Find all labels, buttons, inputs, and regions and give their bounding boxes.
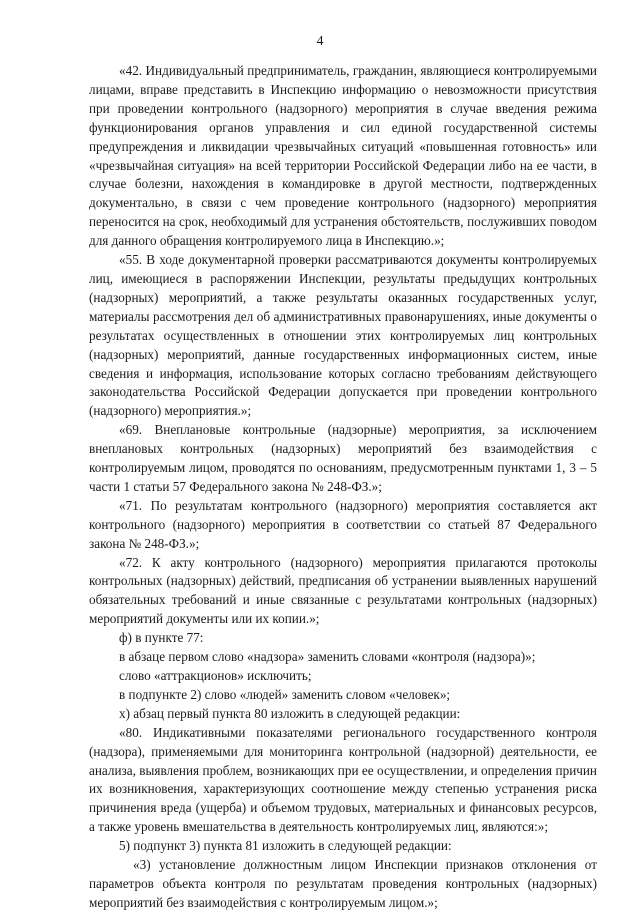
paragraph-55: «55. В ходе документарной проверки рассматриваются документы контролируемых лиц, имеющиеся в распоряжении Инспекции, результаты предыдущих контрольных (надзорных) мероприятий, а также результаты оказанных государственных услуг, материалы рассмотрения дел об административных правонарушениях, иные документы о результатах осуществленных в отношении этих контролируемых лиц контрольных (надзорных) мероприятий, данные государственных информационных систем, иные сведения и информация, использование которых согласно требованиям действующего законодательства Российской Федерации допускается при проведении контрольного (надзорного) мероприятия.»;: [89, 252, 597, 419]
paragraph-81-3: «3) установление должностным лицом Инспекции признаков отклонения от параметров объекта контроля по результатам проведения контрольных (надзорных) мероприятий без взаимодействия с контролируемым лицом.»;: [89, 857, 597, 910]
page-number: 4: [316, 34, 324, 49]
amendment-line: в подпункте 2) слово «людей» заменить словом «человек»;: [119, 686, 451, 702]
paragraph-72: «72. К акту контрольного (надзорного) мероприятия прилагаются протоколы контрольных (надзорных) действий, предписания об устранении выявленных нарушений обязательных требований и иные связанные с результатами контрольных (надзорных) мероприятий документы или их копии.»;: [89, 554, 597, 627]
paragraph-69: «69. Внеплановые контрольные (надзорные) мероприятия, за исключением внеплановых контрольных (надзорных) мероприятий без взаимодействия с контролируемым лицом, проводятся по основаниям, предусмотренным пунктами 1, 3 – 5 части 1 статьи 57 Федерального закона № 248-ФЗ.»;: [89, 422, 597, 494]
paragraph-80: «80. Индикативными показателями регионального государственного контроля (надзора), применяемыми для мониторинга контрольной (надзорной) деятельности, ее анализа, выявления проблем, возникающих при ее осуществлении, и определения причин их возникновения, характеризующих соотношение между степенью устранения риска причинения вреда (ущерба) и объемом трудовых, материальных и финансовых ресурсов, а также уровень вмешательства в деятельность контролируемых лиц, являются:»;: [89, 724, 597, 835]
paragraph-71: «71. По результатам контрольного (надзорного) мероприятия составляется акт контрольного (надзорного) мероприятия в соответствии со статьей 87 Федерального закона № 248-ФЗ.»;: [89, 497, 597, 551]
amendment-line: слово «аттракционов» исключить;: [119, 668, 312, 683]
document-body: [89, 62, 597, 913]
amendment-line: в абзаце первом слово «надзора» заменить словами «контроля (надзора)»;: [119, 649, 536, 665]
paragraph-42: «42. Индивидуальный предприниматель, гражданин, являющиеся контролируемыми лицами, вправе представить в Инспекцию информацию о невозможности присутствия при проведении контрольного (надзорного) мероприятия в случае введения режима функционирования органов управления и сил единой государственной системы предупреждения и ликвидации чрезвычайных ситуаций «повышенная готовность» или «чрезвычайная ситуация» на всей территории Российской Федерации либо на ее части, в случае болезни, нахождения в командировке в другой местности, подтвержденных документально, в связи с чем проведение контрольного (надзорного) мероприятия переносится на срок, необходимый для устранения обстоятельств, послуживших поводом для данного обращения контролируемого лица в Инспекцию.»;: [89, 63, 597, 249]
amendment-item-h: х) абзац первый пункта 80 изложить в следующей редакции:: [119, 705, 461, 721]
amendment-item-f: ф) в пункте 77:: [119, 630, 204, 646]
amendment-item-5: 5) подпункт 3) пункта 81 изложить в следующей редакции:: [119, 838, 452, 854]
